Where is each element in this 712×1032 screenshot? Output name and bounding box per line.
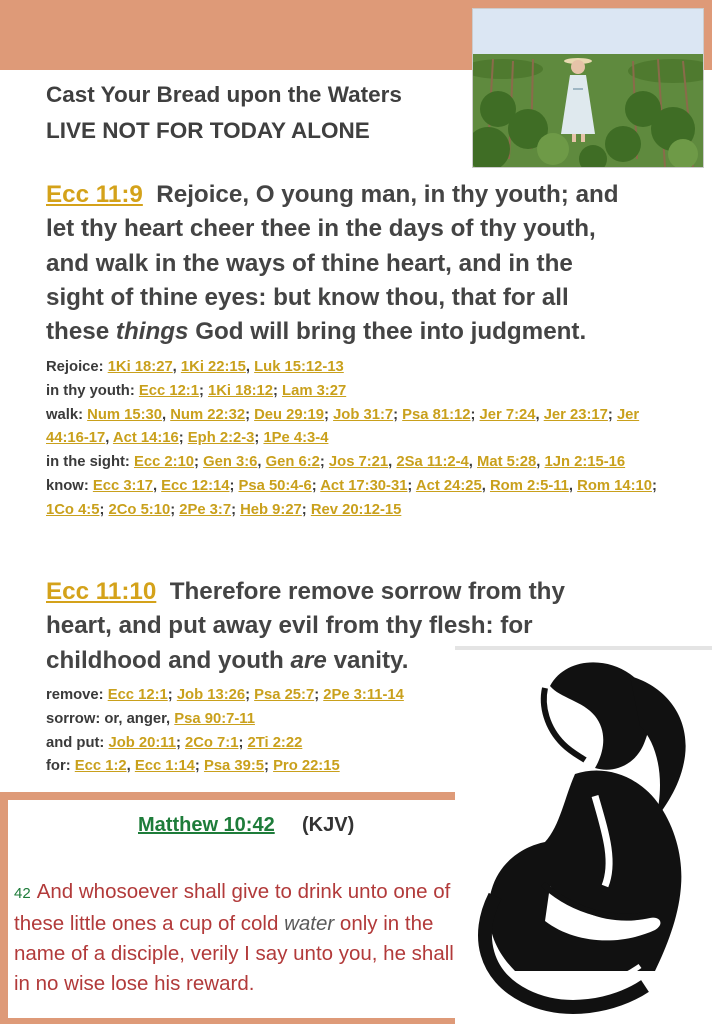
cross-reference-link[interactable]: Job 20:11 <box>108 734 176 751</box>
version-label: (KJV) <box>302 814 355 836</box>
cross-reference-link[interactable]: Jos 7:21 <box>328 454 389 471</box>
bottom-color-band <box>0 1018 460 1024</box>
cross-reference-link[interactable]: 1Ki 18:12 <box>208 382 273 399</box>
verse-italic-word: are <box>290 646 327 674</box>
cross-reference-link[interactable]: Gen 3:6 <box>203 454 258 471</box>
cross-reference-link[interactable]: Ecc 1:2 <box>74 758 127 775</box>
verse-italic-word: water <box>284 912 335 935</box>
cross-reference-label: remove: <box>46 687 104 703</box>
cross-reference-link[interactable]: Num 22:32 <box>170 406 246 423</box>
page-title: Cast Your Bread upon the Waters <box>46 82 402 107</box>
cross-reference-link[interactable]: Act 24:25 <box>415 477 482 494</box>
cross-reference-link[interactable]: Luk 15:12-13 <box>254 359 344 375</box>
cross-reference-link[interactable]: 1Co 4:5 <box>46 501 100 518</box>
cross-references-ecc-11-10 <box>46 684 466 779</box>
cross-reference-link[interactable]: Mat 5:28 <box>477 454 537 471</box>
verse-reference-link[interactable]: Ecc 11:10 <box>46 578 157 605</box>
cross-reference-link[interactable]: 1Jn 2:15-16 <box>544 454 626 471</box>
cross-reference-row: walk: Num 15:30, Num 22:32; Deu 29:19; Job 31:7; Psa 81:12; Jer 7:24, Jer 23:17; Jer 44:16-17, Act 14:16; Eph 2:2-3; 1Pe 4:3-4 <box>46 406 640 447</box>
cross-reference-link[interactable]: Gen 6:2 <box>265 454 320 471</box>
cross-reference-link[interactable]: 1Ki 18:27 <box>107 359 173 375</box>
cross-reference-label: in the sight: <box>46 454 130 471</box>
verse-line: heart, and put away evil from thy flesh: for <box>46 612 533 640</box>
cross-reference-link[interactable]: Job 31:7 <box>333 406 394 423</box>
cross-reference-link[interactable]: Jer 23:17 <box>543 406 608 423</box>
cross-reference-link[interactable]: Act 14:16 <box>112 430 179 447</box>
cross-reference-link[interactable]: Ecc 12:1 <box>107 687 168 703</box>
cross-reference-link[interactable]: Psa 25:7 <box>254 687 315 703</box>
verse-line: Therefore remove sorrow from thy <box>169 578 565 605</box>
cross-reference-link[interactable]: Ecc 1:14 <box>134 758 195 775</box>
matthew-verse-text <box>14 877 474 999</box>
cross-reference-row: and put: Job 20:11; 2Co 7:1; 2Ti 2:22 <box>46 734 303 751</box>
cross-reference-link[interactable]: 2Pe 3:11-14 <box>323 687 404 703</box>
cross-reference-label: walk: <box>46 406 84 423</box>
cross-reference-link[interactable]: Num 15:30 <box>87 406 162 423</box>
verse-text: these <box>46 318 116 346</box>
verse-text: childhood and youth <box>46 646 291 674</box>
cross-reference-link[interactable]: 2Co 7:1 <box>184 734 239 751</box>
cross-reference-label: and put: <box>46 734 105 751</box>
woman-in-field-photo <box>472 8 704 168</box>
pregnant-woman-silhouette <box>455 646 712 1024</box>
cross-reference-label: in thy youth: <box>46 382 135 399</box>
cross-references-ecc-11-9 <box>46 356 666 523</box>
cross-reference-link[interactable]: 1Ki 22:15 <box>180 359 246 375</box>
box-border-left <box>0 792 8 1024</box>
cross-reference-link[interactable]: Ecc 2:10 <box>133 454 195 471</box>
verse-text: only in the name of a disciple, verily I say unto you, he shall in no wise lose his reward. <box>14 912 454 995</box>
cross-reference-row: in the sight: Ecc 2:10; Gen 3:6, Gen 6:2; Jos 7:21, 2Sa 11:2-4, Mat 5:28, 1Jn 2:15-16 <box>46 454 626 471</box>
cross-reference-label: Rejoice: <box>46 359 104 375</box>
cross-reference-link[interactable]: Deu 29:19 <box>254 406 325 423</box>
cross-reference-row: in thy youth: Ecc 12:1; 1Ki 18:12; Lam 3:27 <box>46 382 347 399</box>
cross-reference-row: for: Ecc 1:2, Ecc 1:14; Psa 39:5; Pro 22:15 <box>46 758 340 775</box>
cross-reference-link[interactable]: Pro 22:15 <box>273 758 340 775</box>
cross-reference-link[interactable]: 2Ti 2:22 <box>247 734 303 751</box>
cross-reference-link[interactable]: Jer 7:24 <box>479 406 536 423</box>
cross-reference-row: know: Ecc 3:17, Ecc 12:14; Psa 50:4-6; Act 17:30-31; Act 24:25, Rom 2:5-11, Rom 14:10; 1Co 4:5; 2Co 5:10; 2Pe 3:7; Heb 9:27; Rev 20:12-15 <box>46 477 657 518</box>
cross-reference-link[interactable]: Ecc 12:1 <box>138 382 199 399</box>
verse-reference-link[interactable]: Ecc 11:9 <box>46 181 143 208</box>
verse-italic-word: things <box>115 318 189 346</box>
cross-reference-link[interactable]: Rom 2:5-11 <box>489 477 569 494</box>
cross-reference-label: sorrow: or, anger, <box>46 710 171 727</box>
page-subtitle: LIVE NOT FOR TODAY ALONE <box>46 118 370 143</box>
verse-line: Rejoice, O young man, in thy youth; and <box>156 181 619 208</box>
cross-reference-link[interactable]: Job 13:26 <box>176 687 246 703</box>
cross-reference-link[interactable]: Rom 14:10 <box>577 477 652 494</box>
cross-reference-label: for: <box>46 758 71 775</box>
cross-reference-link[interactable]: Jer 44:16-17 <box>46 406 640 447</box>
cross-reference-link[interactable]: Psa 39:5 <box>203 758 265 775</box>
cross-reference-link[interactable]: Ecc 3:17 <box>92 477 153 494</box>
cross-reference-link[interactable]: 1Pe 4:3-4 <box>263 430 329 447</box>
verse-ecc-11-9 <box>46 178 619 349</box>
cross-reference-link[interactable]: Psa 50:4-6 <box>238 477 312 494</box>
verse-number: 42 <box>14 885 31 902</box>
verse-text: And whosoever shall give to drink unto one of these little ones a cup of cold <box>14 880 451 935</box>
cross-reference-link[interactable]: Psa 81:12 <box>402 406 471 423</box>
verse-text: vanity. <box>326 646 409 674</box>
verse-line: and walk in the ways of thine heart, and in the <box>46 249 573 277</box>
cross-reference-link[interactable]: 2Sa 11:2-4 <box>396 454 469 471</box>
matthew-heading[interactable]: Matthew 10:42 <box>138 814 275 836</box>
verse-line: let thy heart cheer thee in the days of thy youth, <box>46 215 596 243</box>
cross-reference-label: know: <box>46 477 89 494</box>
cross-reference-link[interactable]: Rev 20:12-15 <box>310 501 402 518</box>
cross-reference-row: Rejoice: 1Ki 18:27, 1Ki 22:15, Luk 15:12-13 <box>46 359 344 375</box>
cross-reference-link[interactable]: Ecc 12:14 <box>161 477 230 494</box>
verse-text: God will bring thee into judgment. <box>188 318 587 346</box>
cross-reference-link[interactable]: Eph 2:2-3 <box>187 430 255 447</box>
cross-reference-link[interactable]: 2Co 5:10 <box>108 501 171 518</box>
verse-line: sight of thine eyes: but know thou, that for all <box>46 283 569 311</box>
cross-reference-link[interactable]: Heb 9:27 <box>240 501 302 518</box>
cross-reference-link[interactable]: Act 17:30-31 <box>320 477 408 494</box>
cross-reference-link[interactable]: Psa 90:7-11 <box>174 710 255 727</box>
cross-reference-link[interactable]: Lam 3:27 <box>282 382 347 399</box>
cross-reference-row <box>46 708 466 732</box>
cross-reference-row: remove: Ecc 12:1; Job 13:26; Psa 25:7; 2Pe 3:11-14 <box>46 687 404 703</box>
cross-reference-link[interactable]: 2Pe 3:7 <box>179 501 232 518</box>
